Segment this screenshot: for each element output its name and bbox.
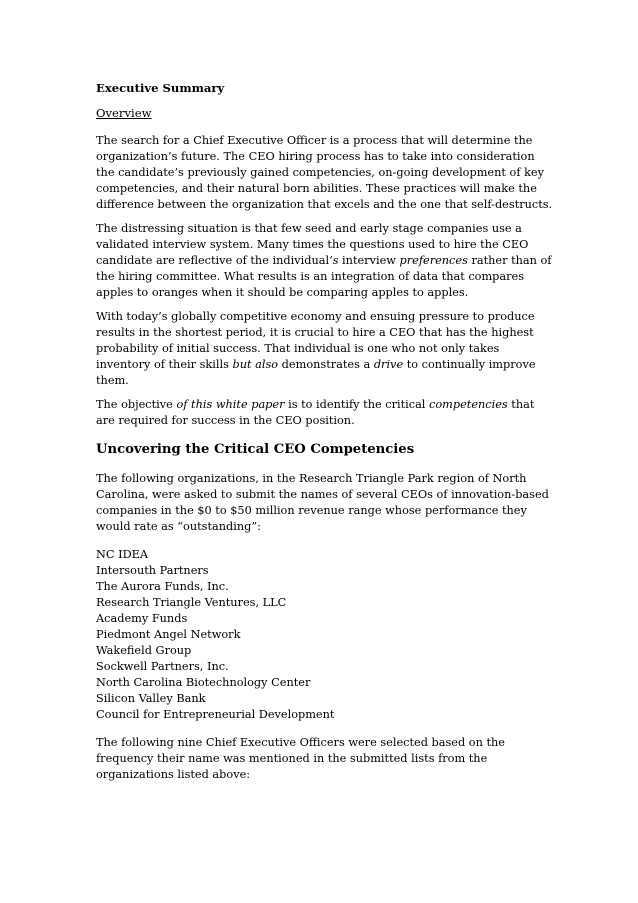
paragraph-globally-competitive bbox=[96, 309, 556, 389]
text-run: rather than of the hiring committee. What results is an integration of data that compares apples to oranges when it should be comparing apples to apples. bbox=[96, 254, 552, 299]
text-run: is to identify the critical bbox=[284, 398, 430, 411]
paragraph-organizations-intro: The following organizations, in the Research Triangle Park region of North Carolina, were asked to submit the names of several CEOs of innovation-based companies in the $0 to $50 million revenue range whose performance they would rate as “outstanding”: bbox=[96, 472, 549, 533]
list-item: Silicon Valley Bank bbox=[96, 692, 206, 705]
list-item: Wakefield Group bbox=[96, 644, 192, 657]
italic-run: preferences bbox=[399, 254, 468, 267]
text-run: The objective bbox=[96, 398, 177, 411]
italic-run: of this white paper bbox=[176, 398, 285, 411]
paragraph-nine-ceos: The following nine Chief Executive Officers were selected based on the frequency their name was mentioned in the submitted lists from the organizations listed above: bbox=[96, 736, 505, 781]
list-item: NC IDEA bbox=[96, 548, 149, 561]
section-heading-competencies: Uncovering the Critical CEO Competencies bbox=[96, 442, 415, 457]
organization-list bbox=[96, 547, 556, 723]
list-item: Academy Funds bbox=[96, 612, 188, 625]
list-item: Piedmont Angel Network bbox=[96, 628, 241, 641]
paragraph-search-ceo: The search for a Chief Executive Officer is a process that will determine the organization’s future. The CEO hiring process has to take into consideration the candidate’s previously gained competencies, on-going development of key competencies, and their natural born abilities. These practices will make the difference between the organization that excels and the one that self-destructs. bbox=[96, 134, 553, 211]
text-run: With today’s globally competitive economy and ensuing pressure to produce results in the shortest period, it is crucial to hire a CEO that has the highest probability of initial success. That individual is one who not only takes inventory of their skills bbox=[96, 310, 535, 371]
text-run: demonstrates a bbox=[278, 358, 374, 371]
paragraph-distressing-situation bbox=[96, 221, 556, 301]
paragraph-objective bbox=[96, 397, 556, 429]
text-run: that are required for success in the CEO position. bbox=[96, 398, 535, 427]
italic-run: competencies bbox=[429, 398, 508, 411]
list-item: North Carolina Biotechnology Center bbox=[96, 676, 311, 689]
list-item: Intersouth Partners bbox=[96, 564, 209, 577]
document-title: Executive Summary bbox=[96, 81, 225, 95]
list-item: Research Triangle Ventures, LLC bbox=[96, 596, 287, 609]
list-item: Council for Entrepreneurial Development bbox=[96, 708, 335, 721]
text-run: interview bbox=[338, 254, 400, 267]
italic-run: ’s bbox=[329, 254, 339, 267]
text-run: to continually improve them. bbox=[96, 358, 536, 387]
italic-run: but also bbox=[232, 358, 279, 371]
text-run: The distressing situation is that few seed and early stage companies use a validated interview system. Many times the questions used to hire the CEO candidate are reflective of the individual bbox=[96, 222, 529, 267]
document-page bbox=[96, 80, 556, 791]
list-item: Sockwell Partners, Inc. bbox=[96, 660, 229, 673]
list-item: The Aurora Funds, Inc. bbox=[96, 580, 229, 593]
overview-heading: Overview bbox=[96, 106, 152, 120]
italic-run: drive bbox=[373, 358, 404, 371]
